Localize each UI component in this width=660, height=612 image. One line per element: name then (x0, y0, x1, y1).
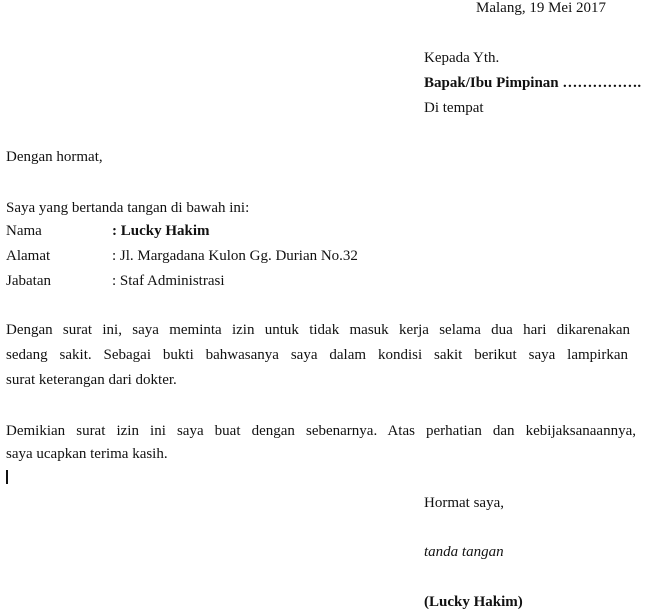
signer-name: (Lucky Hakim) (424, 594, 523, 610)
field-label-nama: Nama (6, 223, 42, 239)
salutation: Dengan hormat, (6, 149, 103, 165)
field-label-alamat: Alamat (6, 248, 51, 264)
body-paragraph-2-line-2: saya ucapkan terima kasih. (6, 446, 168, 462)
intro-line: Saya yang bertanda tangan di bawah ini: (6, 200, 250, 216)
signature-placeholder: tanda tangan (424, 544, 504, 560)
closing: Hormat saya, (424, 495, 504, 511)
place-date: Malang, 19 Mei 2017 (476, 0, 606, 16)
field-value-alamat: : Jl. Margadana Kulon Gg. Durian No.32 (112, 248, 358, 264)
body-paragraph-1-line-1: Dengan surat ini, saya meminta izin untuk tidak masuk kerja selama dua hari dikarenakan (6, 322, 630, 338)
body-paragraph-1-line-3: surat keterangan dari dokter. (6, 372, 177, 388)
text-cursor (6, 470, 8, 484)
field-value-nama: : Lucky Hakim (112, 223, 210, 239)
field-value-jabatan: : Staf Administrasi (112, 273, 225, 289)
field-label-jabatan: Jabatan (6, 273, 51, 289)
recipient-line-3: Di tempat (424, 100, 484, 116)
recipient-line-2: Bapak/Ibu Pimpinan ……………. (424, 75, 642, 91)
recipient-line-1: Kepada Yth. (424, 50, 500, 66)
body-paragraph-1-line-2: sedang sakit. Sebagai bukti bahwasanya saya dalam kondisi sakit berikut saya lampirkan (6, 347, 628, 363)
body-paragraph-2-line-1: Demikian surat izin ini saya buat dengan sebenarnya. Atas perhatian dan kebijaksanaannya, (6, 423, 636, 439)
